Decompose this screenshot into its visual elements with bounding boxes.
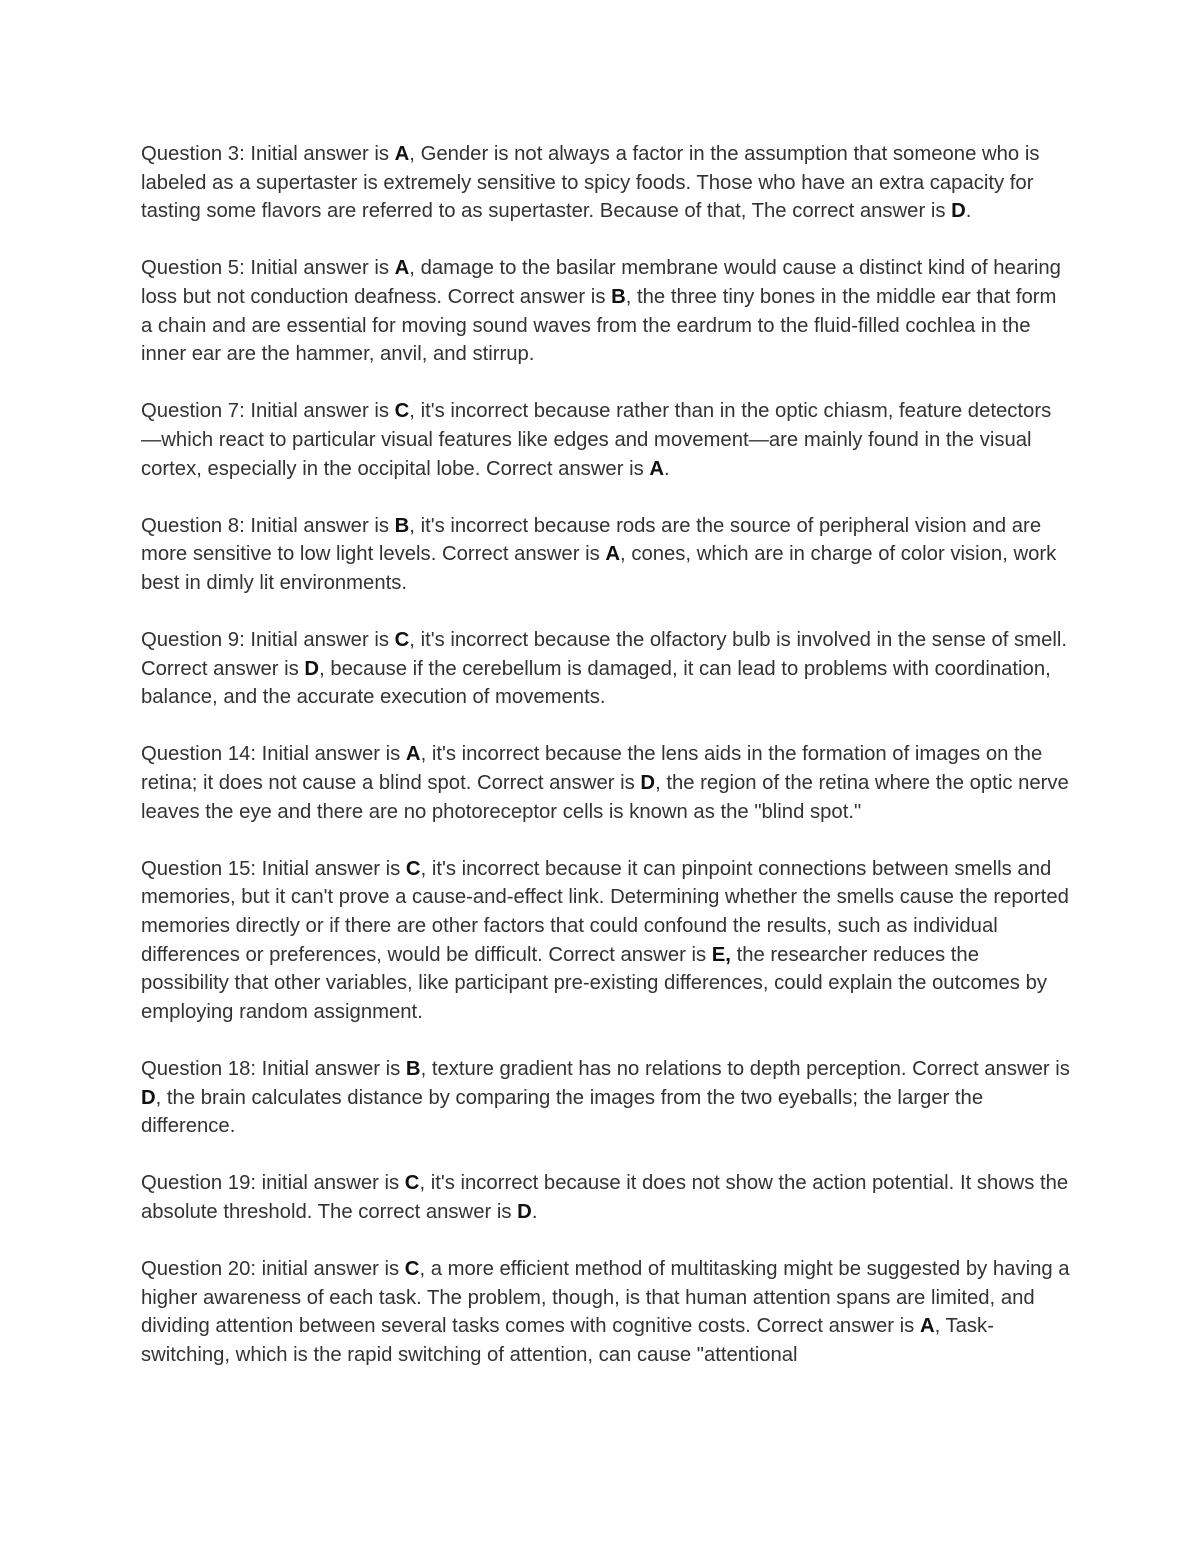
paragraph-question-18: [141, 1055, 1071, 1141]
paragraph-question-9: [141, 626, 1071, 712]
text-segment: , Gender is not always a factor in the assumption that someone who is labeled as a supertaster is extremely sensitive to spicy foods. Those who have an extra capacity for tasting some flavors are referred to as supertaster. Because of that, The correct answer is: [141, 143, 1040, 223]
text-segment: Question 14: Initial answer is: [141, 743, 406, 766]
text-segment: , the region of the retina where the optic nerve leaves the eye and there are no photoreceptor cells is known as the "blind spot.": [141, 772, 1069, 823]
text-segment: , it's incorrect because rods are the source of peripheral vision and are more sensitive to low light levels. Correct answer is: [141, 514, 1042, 566]
paragraph-question-3: [141, 140, 1071, 226]
answer-letter: A: [394, 257, 410, 280]
text-segment: , it's incorrect because rather than in the optic chiasm, feature detectors—which react to particular visual features like edges and movement—are mainly found in the visual cortex, especially in the occipital lobe. Correct answer is: [141, 400, 1052, 480]
text-segment: , it's incorrect because it can pinpoint connections between smells and memories, but it can't prove a cause-and-effect link. Determining whether the smells cause the reported memories directly or if there are other factors that could confound the results, such as individual differences or preferences, would be difficult. Correct answer is: [141, 857, 1069, 966]
answer-letter: D: [141, 1086, 156, 1109]
answer-letter: C: [394, 629, 410, 652]
answer-letter: A: [605, 543, 621, 566]
answer-letter: C: [405, 857, 421, 880]
text-segment: , a more efficient method of multitasking might be suggested by having a higher awareness of each task. The problem, though, is that human attention spans are limited, and dividing attention between several tasks comes with cognitive costs. Correct answer is: [141, 1258, 1070, 1338]
text-segment: Question 7: Initial answer is: [141, 400, 395, 423]
answer-letter: B: [611, 285, 626, 308]
text-segment: .: [965, 200, 972, 223]
text-segment: , cones, which are in charge of color vision, work best in dimly lit environments.: [141, 543, 1057, 594]
text-segment: .: [531, 1200, 538, 1223]
answer-letter: E,: [711, 943, 731, 966]
answer-letter: D: [640, 772, 656, 795]
paragraph-question-8: [141, 512, 1071, 598]
answer-letter: B: [405, 1058, 421, 1080]
text-segment: , the brain calculates distance by comparing the images from the two eyeballs; the larger the difference.: [141, 1086, 984, 1138]
answer-letter: D: [517, 1200, 532, 1223]
text-segment: , because if the cerebellum is damaged, it can lead to problems with coordination, balance, and the accurate execution of movements.: [141, 657, 1051, 709]
answer-letter: D: [951, 200, 966, 223]
text-segment: , Task-switching, which is the rapid switching of attention, can cause "attentional: [141, 1315, 994, 1366]
answer-letter: D: [304, 657, 320, 680]
text-segment: the researcher reduces the possibility that other variables, like participant pre-existing differences, could explain the outcomes by employing random assignment.: [141, 943, 1048, 1023]
paragraph-question-7: [141, 397, 1071, 483]
text-segment: Question 18: Initial answer is: [141, 1058, 406, 1080]
text-segment: Question 20: initial answer is: [141, 1258, 405, 1281]
answer-letter: C: [404, 1258, 420, 1281]
text-segment: , the three tiny bones in the middle ear that form a chain and are essential for moving sound waves from the eardrum to the fluid-filled cochlea in the inner ear are the hammer, anvil, and stirrup.: [141, 285, 1057, 366]
answer-letter: A: [649, 457, 665, 480]
text-segment: Question 8: Initial answer is: [141, 514, 395, 537]
text-segment: , it's incorrect because it does not show the action potential. It shows the absolute threshold. The correct answer is: [141, 1172, 1069, 1223]
text-segment: Question 5: Initial answer is: [141, 257, 395, 280]
text-segment: , texture gradient has no relations to depth perception. Correct answer is: [420, 1058, 1070, 1080]
paragraph-question-5: [141, 254, 1071, 368]
text-segment: Question 9: Initial answer is: [141, 629, 395, 652]
answer-letter: A: [405, 743, 421, 766]
paragraph-question-19: [141, 1169, 1071, 1226]
text-segment: .: [664, 457, 670, 480]
answer-letter: A: [394, 143, 410, 165]
text-segment: , damage to the basilar membrane would cause a distinct kind of hearing loss but not conduction deafness. Correct answer is: [141, 257, 1061, 308]
document-body: [141, 140, 1071, 1398]
answer-letter: A: [919, 1315, 935, 1338]
answer-letter: C: [394, 400, 410, 423]
paragraph-question-15: [141, 855, 1071, 1027]
text-segment: Question 15: Initial answer is: [141, 857, 406, 880]
text-segment: Question 3: Initial answer is: [141, 143, 395, 165]
text-segment: Question 19: initial answer is: [141, 1172, 405, 1195]
paragraph-question-20: [141, 1255, 1071, 1369]
answer-letter: B: [394, 514, 410, 537]
paragraph-question-14: [141, 740, 1071, 826]
text-segment: , it's incorrect because the olfactory bulb is involved in the sense of smell. Correct answer is: [141, 629, 1068, 680]
answer-letter: C: [404, 1172, 420, 1195]
text-segment: , it's incorrect because the lens aids in the formation of images on the retina; it does not cause a blind spot. Correct answer is: [141, 743, 1043, 795]
